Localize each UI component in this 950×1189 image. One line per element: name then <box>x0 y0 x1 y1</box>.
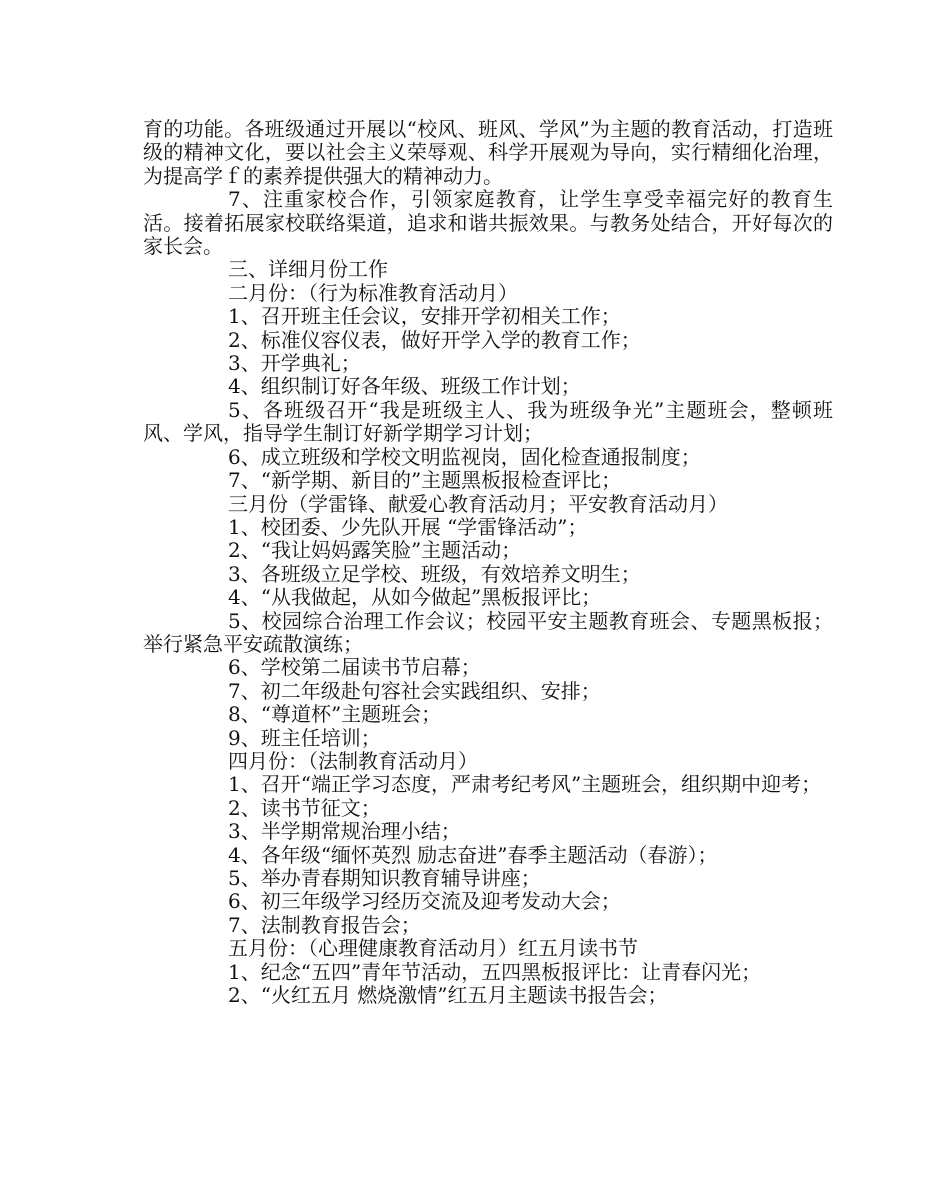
paragraph: 育的功能。各班级通过开展以“校风、班风、学风”为主题的教育活动，打造班级的精神文化，要以社会主义荣辱观、科学开展观为导向，实行精细化治理，为提高学ｆ的素养提供强大的精神动力。 <box>143 117 833 188</box>
paragraph: 7、初二年级赴句容社会实践组织、安排； <box>228 678 601 703</box>
paragraph: 三、详细月份工作 <box>228 257 388 282</box>
paragraph: 五月份：（心理健康教育活动月）红五月读书节 <box>228 936 638 961</box>
paragraph: 1、纪念“五四”青年节活动，五四黑板报评比：让青春闪光； <box>228 959 762 984</box>
paragraph: 6、成立班级和学校文明监视岗，固化检查通报制度； <box>228 444 701 469</box>
paragraph: 3、开学典礼； <box>228 351 361 376</box>
paragraph: 8、“尊道杯”主题班会； <box>228 702 442 727</box>
paragraph: 6、学校第二届读书节启幕； <box>228 655 481 680</box>
paragraph: 3、半学期常规治理小结； <box>228 819 461 844</box>
paragraph: 二月份：（行为标准教育活动月） <box>228 280 518 305</box>
paragraph: 2、标准仪容仪表，做好开学入学的教育工作； <box>228 327 641 352</box>
paragraph: 2、读书节征文； <box>228 795 381 820</box>
paragraph: 5、举办青春期知识教育辅导讲座； <box>228 866 541 890</box>
paragraph: 四月份：（法制教育活动月） <box>228 748 478 773</box>
paragraph: 2、“我让妈妈露笑脸”主题活动； <box>228 538 522 563</box>
document-body <box>143 118 833 1007</box>
paragraph: 7、法制教育报告会； <box>228 912 421 937</box>
paragraph: 7、“新学期、新目的”主题黑板报检查评比； <box>228 468 622 493</box>
paragraph: 1、召开“端正学习态度，严肃考纪考风”主题班会，组织期中迎考； <box>228 772 822 797</box>
paragraph: 5、各班级召开“我是班级主人、我为班级争光”主题班会，整顿班风、学风，指导学生制订好新学期学习计划； <box>143 397 833 446</box>
paragraph: 5、校园综合治理工作会议；校园平安主题教育班会、专题黑板报；举行紧急平安疏散演练； <box>143 608 833 656</box>
paragraph: 6、初三年级学习经历交流及迎考发动大会； <box>228 889 621 914</box>
paragraph: 三月份（学雷锋、献爱心教育活动月；平安教育活动月） <box>228 491 728 516</box>
paragraph: 4、“从我做起，从如今做起”黑板报评比； <box>228 585 602 610</box>
paragraph: 3、各班级立足学校、班级，有效培养文明生； <box>228 561 641 586</box>
paragraph: 4、各年级“缅怀英烈 励志奋进”春季主题活动（春游）； <box>228 842 718 867</box>
paragraph: 2、“火红五月 燃烧激情”红五月主题读书报告会； <box>228 983 668 1008</box>
paragraph: 7、注重家校合作，引领家庭教育，让学生享受幸福完好的教育生活。接着拓展家校联络渠道，追求和谐共振效果。与教务处结合，开好每次的家长会。 <box>143 187 833 259</box>
paragraph: 1、校团委、少先队开展 “学雷锋活动”； <box>228 514 588 539</box>
paragraph: 1、召开班主任会议，安排开学初相关工作； <box>228 304 621 329</box>
paragraph: 4、组织制订好各年级、班级工作计划； <box>228 374 581 399</box>
paragraph: 9、班主任培训； <box>228 725 381 750</box>
